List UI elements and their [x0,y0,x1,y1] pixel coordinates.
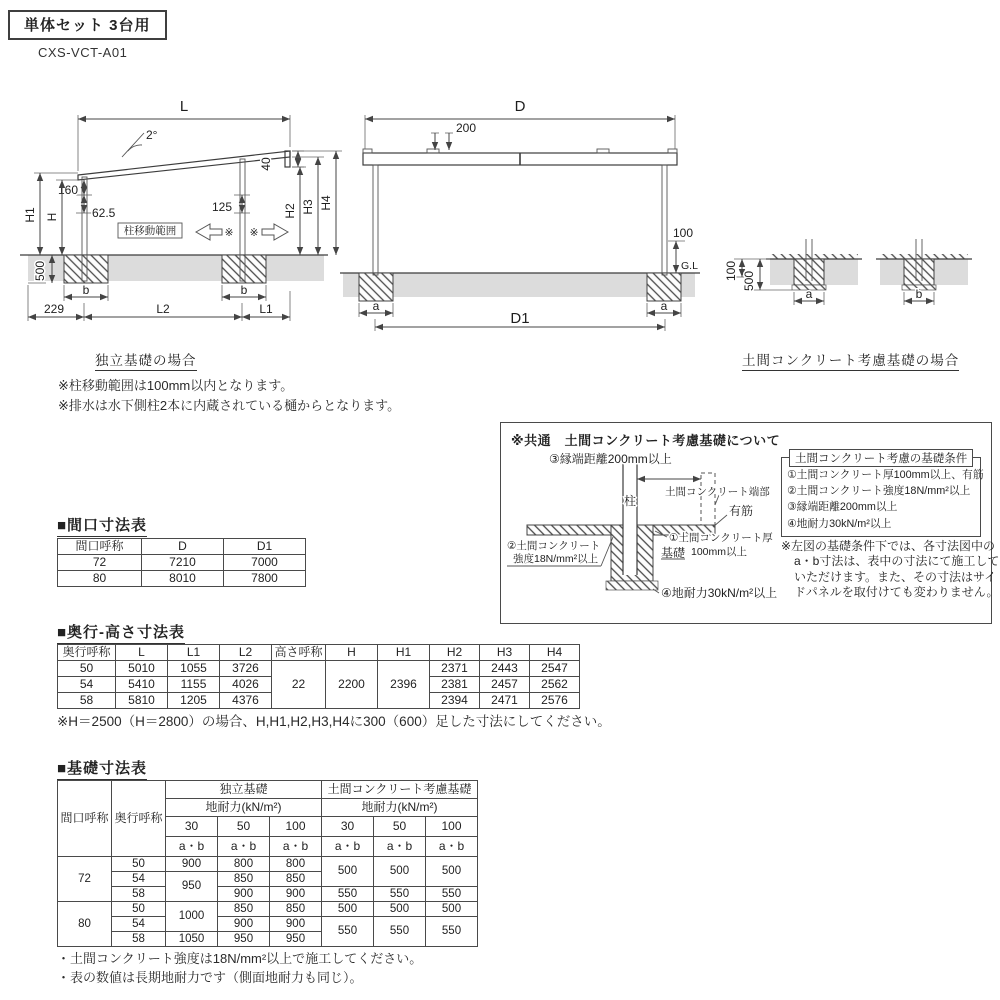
header-maguchi: 間口呼称 [58,781,112,857]
table-cell: 58 [58,693,116,709]
condition-item-4: ④地耐力30kN/m²以上 [787,517,892,530]
range-asterisk-left: ※ [224,227,234,239]
header-H2: H2 [430,645,480,661]
bearing-capacity-label: ④地耐力30kN/m²以上 [661,586,778,600]
dim-label-100: 100 [724,260,738,282]
header-group-dokuritsu: 独立基礎 [166,781,322,799]
header-L1: L1 [168,645,220,661]
foundation-block-left [359,273,393,301]
table-cell: 54 [112,872,166,887]
table-cell: 500 [374,902,426,917]
note-pillar-range: ※柱移動範囲は100mm以内となります。 [58,378,294,393]
pillar-range-label: 柱移動範囲 [123,225,177,237]
header-takasa: 高さ呼称 [272,645,326,661]
header-okuyuki: 奥行呼称 [58,645,116,661]
table-cell: 550 [322,917,374,947]
table-cell: 500 [322,902,374,917]
header-ab: a・b [374,837,426,857]
ground-band [343,273,695,297]
table-row [58,917,478,932]
table-cell: 550 [426,917,478,947]
table-cell: 7800 [224,571,306,587]
table-cell: 3726 [220,661,272,677]
header-maguchi: 間口呼称 [58,539,142,555]
maguchi-table [57,538,306,587]
condition-item-1: ①土間コンクリート厚100mm以上、有筋 [787,469,984,481]
table-header-row [58,539,306,555]
table-cell: 950 [166,872,218,902]
dim-label-125: 125 [211,200,232,214]
header-L2: L2 [220,645,272,661]
dim-label-L1: L1 [259,302,273,316]
pillar-mask [623,463,637,575]
side-view-drawing [20,95,350,345]
table-cell: 4026 [220,677,272,693]
header-load: 30 [322,817,374,837]
foundation-block-right [647,273,681,301]
table-row [58,571,306,587]
surface-hatch-right [880,254,968,259]
table-cell: 5410 [116,677,168,693]
table-cell: 550 [426,887,478,902]
table-cell: 900 [218,887,270,902]
table-cell: 50 [58,661,116,677]
dim-label-H3: H3 [301,199,315,215]
doma-foundation-drawing [722,233,998,345]
slab-thickness-label: ①土間コンクリート厚 [669,532,773,544]
header-ab: a・b [426,837,478,857]
roof-clip-left [427,149,439,153]
dim-label-229: 229 [43,302,65,316]
table-cell: 8010 [142,571,224,587]
dim-label-62-5: 62.5 [92,206,116,220]
footnote-longterm: ・表の数値は長期地耐力です（側面地耐力も同じ）。 [57,969,363,985]
dim-label-a-right: a [660,299,668,313]
kiso-table-heading: ■基礎寸法表 [57,757,147,780]
post-left [373,165,378,275]
table-cell: 5010 [116,661,168,677]
table-cell: 1205 [168,693,220,709]
header-group-doma: 土間コンクリート考慮基礎 [322,781,478,799]
slab-strength-value: 強度18N/mm²以上 [513,553,599,565]
table-cell: 850 [218,872,270,887]
footing-left [794,259,824,285]
header-H3: H3 [480,645,530,661]
table-cell: 500 [322,857,374,887]
table-cell: 1055 [168,661,220,677]
table-cell: 2562 [530,677,580,693]
table-cell: 2443 [480,661,530,677]
header-H: H [326,645,378,661]
range-arrow-left [196,224,222,240]
header-okuyuki: 奥行呼称 [112,781,166,857]
table-cell: 7210 [142,555,224,571]
footing-right [904,259,934,285]
gravel-base [606,581,658,590]
header-load: 30 [166,817,218,837]
table-row [58,555,306,571]
common-box-title: ※共通 土間コンクリート考慮基礎について [511,433,781,448]
table-cell: 2576 [530,693,580,709]
dim-label-D: D [514,98,526,115]
table-cell: 500 [374,857,426,887]
table-row [58,887,478,902]
foundation-block-left [64,255,108,283]
table-cell: 500 [426,902,478,917]
header-bearing: 地耐力(kN/m²) [166,799,322,817]
dim-label-160: 160 [57,183,78,197]
table-cell: 72 [58,857,112,902]
dim-label-b-right: b [240,283,248,297]
common-foundation-box [500,422,1000,624]
roof-angle-label: 2° [146,128,158,142]
table-cell: 900 [270,887,322,902]
table-cell: 54 [58,677,116,693]
page-title-box [8,10,167,40]
dim-label-H4: H4 [319,195,333,211]
table-cell: 7000 [224,555,306,571]
front-view-drawing [335,95,705,335]
header-bearing: 地耐力(kN/m²) [322,799,478,817]
table-row [58,902,478,917]
conditions-note: ※左図の基礎条件下では、各寸法図中のa・b寸法は、表中の寸法にて施工していただけます。また、その寸法はサイドパネルを取付けても変わりません。 [781,539,1000,600]
slab-edge-ghost [701,473,715,525]
roof-endcap-left [363,149,372,153]
dim-label-40: 40 [259,157,273,171]
table-cell: 80 [58,571,142,587]
pillar-label: 柱 [623,494,637,508]
table-cell: 550 [374,917,426,947]
table-cell-height-name: 22 [272,661,326,709]
okuyuki-table-note: ※H＝2500（H＝2800）の場合、H,H1,H2,H3,H4に300（600）足した寸法にしてください。 [57,714,611,729]
roof-endcap-right [668,149,677,153]
header-load: 100 [426,817,478,837]
rebar-label: 有筋 [729,504,754,518]
header-load: 50 [374,817,426,837]
conditions-box [781,453,984,537]
drawing-notes [58,376,400,415]
header-H4: H4 [530,645,580,661]
foundation-block-right [222,255,266,283]
table-cell-H1: 2396 [378,661,430,709]
doma-caption: 土間コンクリート考慮基礎の場合 [742,349,959,371]
table-cell: 5810 [116,693,168,709]
table-row [58,661,580,677]
dim-label-500: 500 [33,260,47,282]
table-header-row [58,645,580,661]
header-ab: a・b [218,837,270,857]
table-header-row [58,781,478,799]
table-cell: 58 [112,932,166,947]
table-cell: 2371 [430,661,480,677]
note-drainage: ※排水は水下側柱2本に内蔵されている樋からとなります。 [58,397,401,413]
footnote-strength: ・土間コンクリート強度は18N/mm²以上で施工してください。 [57,951,423,966]
slab-strength-label: ②土間コンクリート [507,540,601,552]
post-right [662,165,667,275]
table-cell: 50 [112,857,166,872]
side-view-caption: 独立基礎の場合 [95,349,197,371]
header-H1: H1 [378,645,430,661]
table-cell: 58 [112,887,166,902]
table-cell: 900 [166,857,218,872]
dim-label-a: a [805,287,813,301]
surface-hatch-left [770,254,858,259]
dim-label-H2: H2 [283,203,297,219]
table-cell: 2457 [480,677,530,693]
table-cell: 54 [112,917,166,932]
table-cell: 800 [218,857,270,872]
table-cell: 950 [270,932,322,947]
table-cell: 1050 [166,932,218,947]
dim-label-a-left: a [372,299,380,313]
table-row [58,857,478,872]
table-cell: 900 [270,917,322,932]
dim-label-D1: D1 [510,310,530,327]
header-ab: a・b [270,837,322,857]
dim-label-500: 500 [742,270,756,292]
table-cell: 2394 [430,693,480,709]
dim-label-H1: H1 [23,207,37,223]
maguchi-table-heading: ■間口寸法表 [57,514,147,537]
slab-left [527,525,611,535]
roof-clip-right [597,149,609,153]
condition-item-3: ③縁端距離200mm以上 [787,501,898,514]
okuyuki-table-heading: ■奥行-高さ寸法表 [57,621,185,644]
conditions-title: 土間コンクリート考慮の基礎条件 [789,449,973,467]
edge-distance-label: ③縁端距離200mm以上 [549,452,672,466]
table-cell: 950 [218,932,270,947]
range-arrow-right [262,224,288,240]
table-cell: 550 [322,887,374,902]
foundation-section-drawing [505,449,779,619]
table-cell: 850 [218,902,270,917]
eave-fascia [285,151,290,167]
dim-label-100: 100 [673,226,694,240]
table-cell: 1155 [168,677,220,693]
table-cell: 2471 [480,693,530,709]
table-cell: 500 [426,857,478,887]
table-cell: 72 [58,555,142,571]
slab-edge-label: 土間コンクリート端部 [665,486,770,498]
header-load: 50 [218,817,270,837]
foundation-label: 基礎 [661,546,686,560]
okuyuki-table [57,644,580,709]
header-ab: a・b [166,837,218,857]
condition-item-2: ②土間コンクリート強度18N/mm²以上 [787,485,971,498]
range-asterisk-right: ※ [249,227,259,239]
table-cell: 2547 [530,661,580,677]
header-ab: a・b [322,837,374,857]
table-cell: 850 [270,902,322,917]
table-cell: 900 [218,917,270,932]
dim-label-L2: L2 [156,302,170,316]
kiso-table-footnotes [57,950,422,988]
table-cell: 4376 [220,693,272,709]
table-cell-H: 2200 [326,661,378,709]
table-cell: 1000 [166,902,218,932]
header-D: D [142,539,224,555]
table-cell: 850 [270,872,322,887]
dim-label-200: 200 [456,121,477,135]
dim-label-H: H [45,212,59,222]
ground-level-label: G.L [681,260,698,272]
dim-label-b: b [915,287,923,301]
table-cell: 80 [58,902,112,947]
table-cell: 2381 [430,677,480,693]
dim-label-L: L [179,98,189,115]
header-load: 100 [270,817,322,837]
kiso-table [57,780,478,947]
table-cell: 50 [112,902,166,917]
page-title: 単体セット 3台用 [24,17,151,34]
header-L: L [116,645,168,661]
model-code: CXS-VCT-A01 [38,45,128,60]
header-D1: D1 [224,539,306,555]
slab-thickness-value: 100mm以上 [691,546,748,558]
table-cell: 800 [270,857,322,872]
table-cell: 550 [374,887,426,902]
dim-label-b-left: b [82,283,90,297]
